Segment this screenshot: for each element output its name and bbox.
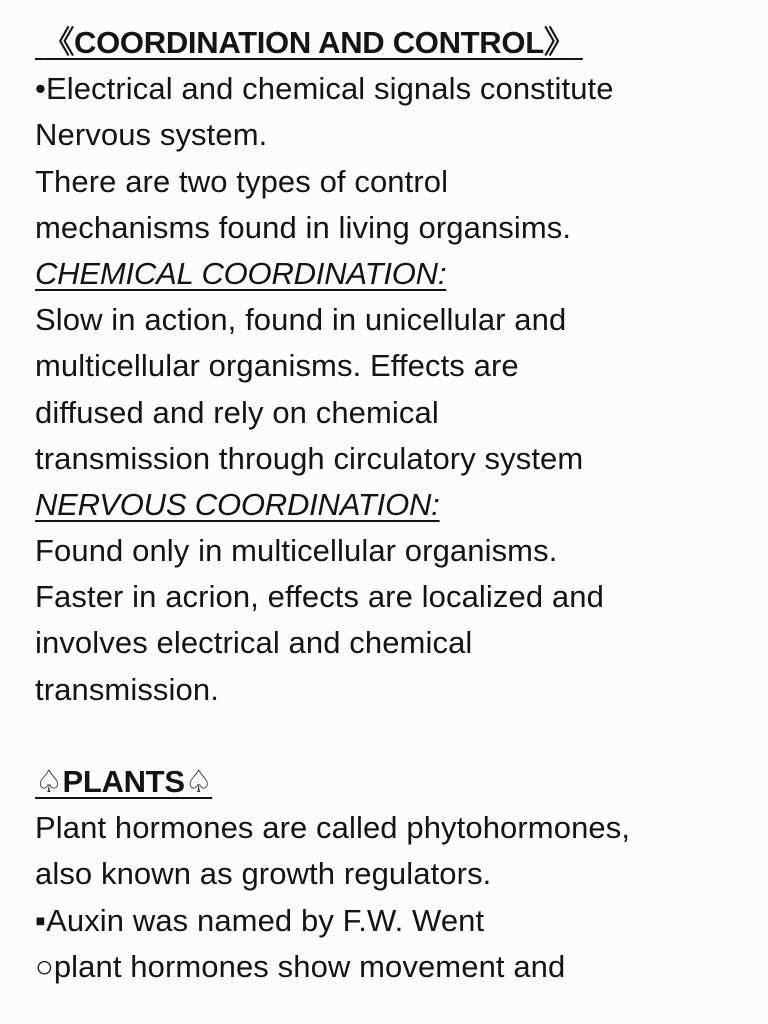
- intro-line: mechanisms found in living organsims.: [35, 209, 572, 245]
- plants-heading: ♤PLANTS♤: [35, 764, 213, 799]
- document-title: [35, 20, 748, 66]
- nervous-line: Faster in acrion, effects are localized and: [35, 579, 604, 615]
- plants-line: Plant hormones are called phytohormones,: [35, 810, 631, 846]
- chemical-line: multicellular organisms. Effects are: [35, 348, 519, 384]
- plants-line: ▪Auxin was named by F.W. Went: [35, 902, 485, 938]
- nervous-line: Found only in multicellular organisms.: [35, 533, 558, 569]
- chemical-coordination-heading: CHEMICAL COORDINATION:: [35, 255, 447, 291]
- nervous-line: transmission.: [35, 671, 219, 707]
- chemical-line: diffused and rely on chemical: [35, 394, 439, 430]
- nervous-coordination-heading: NERVOUS COORDINATION:: [35, 486, 440, 522]
- plants-line: also known as growth regulators.: [35, 856, 492, 892]
- chemical-line: Slow in action, found in unicellular and: [35, 302, 567, 338]
- chemical-line: transmission through circulatory system: [35, 440, 584, 476]
- intro-line: •Electrical and chemical signals constitute: [35, 71, 614, 107]
- plants-line: ○plant hormones show movement and: [35, 948, 566, 984]
- intro-line: Nervous system.: [35, 117, 268, 153]
- document-title-text: 《COORDINATION AND CONTROL》: [43, 25, 575, 60]
- nervous-line: involves electrical and chemical: [35, 625, 473, 661]
- blank-line: [35, 713, 748, 759]
- intro-line: There are two types of control: [35, 163, 449, 199]
